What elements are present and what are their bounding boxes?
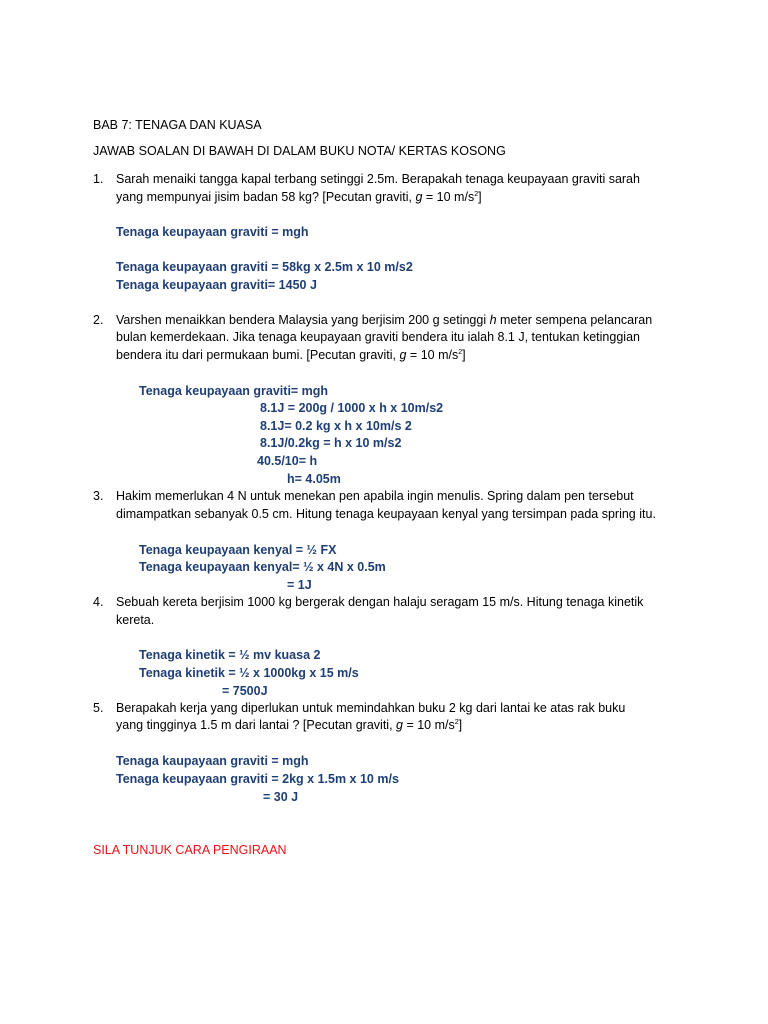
answer-1-substitution: Tenaga keupayaan graviti = 58kg x 2.5m x 10 m/s2 xyxy=(116,260,413,274)
question-5-line-2: yang tingginya 1.5 m dari lantai ? [Pecutan graviti, g = 10 $m/s^2$] xyxy=(116,718,463,732)
chapter-heading: BAB 7: TENAGA DAN KUASA xyxy=(93,118,262,132)
question-3-line-2: dimampatkan sebanyak 0.5 cm. Hitung tenaga keupayaan kenyal yang tersimpan pada spring itu. xyxy=(116,507,656,521)
answer-5-substitution: Tenaga keupayaan graviti = 2kg x 1.5m x 10 m/s xyxy=(116,772,399,786)
answer-5-formula: Tenaga kaupayaan graviti = mgh xyxy=(116,754,309,768)
question-3-line-1: Hakim memerlukan 4 N untuk menekan pen apabila ingin menulis. Spring dalam pen tersebut xyxy=(116,489,634,503)
question-number: 1. xyxy=(93,172,104,186)
answer-2-step-4: 40.5/10= h xyxy=(257,454,318,468)
answer-5-result: = 30 J xyxy=(263,790,299,804)
answer-2-result: h= 4.05m xyxy=(287,472,341,486)
show-working-note: SILA TUNJUK CARA PENGIRAAN xyxy=(93,843,287,857)
question-4-line-1: Sebuah kereta berjisim 1000 kg bergerak dengan halaju seragam 15 m/s. Hitung tenaga kinetik xyxy=(116,595,644,609)
question-number: 3. xyxy=(93,489,104,503)
question-2-line-1: Varshen menaikkan bendera Malaysia yang berjisim 200 g setinggi h meter sempena pelancaran xyxy=(116,313,653,327)
answer-3-substitution: Tenaga keupayaan kenyal= ½ x 4N x 0.5m xyxy=(139,560,386,574)
question-2-line-2: bulan kemerdekaan. Jika tenaga keupayaan graviti bendera itu ialah 8.1 J, tentukan ketinggian xyxy=(116,330,640,344)
question-1-line-1: Sarah menaiki tangga kapal terbang setinggi 2.5m. Berapakah tenaga keupayaan graviti sarah xyxy=(116,172,640,186)
question-5-line-1: Berapakah kerja yang diperlukan untuk memindahkan buku 2 kg dari lantai ke atas rak buku xyxy=(116,701,626,715)
question-number: 4. xyxy=(93,595,104,609)
answer-4-result: = 7500J xyxy=(222,684,268,698)
answer-2-step-3: 8.1J/0.2kg = h x 10 m/s2 xyxy=(260,436,402,450)
question-1-line-2: yang mempunyai jisim badan 58 kg? [Pecutan graviti, g = 10 $m/s^2$] xyxy=(116,190,482,204)
question-number: 2. xyxy=(93,313,104,327)
instruction-text: JAWAB SOALAN DI BAWAH DI DALAM BUKU NOTA/ KERTAS KOSONG xyxy=(93,144,506,158)
answer-3-result: = 1J xyxy=(287,578,312,592)
answer-4-formula: Tenaga kinetik = ½ mv kuasa 2 xyxy=(139,648,321,662)
answer-1-formula: Tenaga keupayaan graviti = mgh xyxy=(116,225,309,239)
answer-3-formula: Tenaga keupayaan kenyal = ½ FX xyxy=(139,543,337,557)
answer-4-substitution: Tenaga kinetik = ½ x 1000kg x 15 m/s xyxy=(139,666,359,680)
question-4-line-2: kereta. xyxy=(116,613,155,627)
question-number: 5. xyxy=(93,701,104,715)
answer-2-formula: Tenaga keupayaan graviti= mgh xyxy=(139,384,329,398)
answer-2-step-1: 8.1J = 200g / 1000 x h x 10m/s2 xyxy=(260,401,444,415)
answer-1-result: Tenaga keupayaan graviti= 1450 J xyxy=(116,278,317,292)
question-2-line-3: bendera itu dari permukaan bumi. [Pecutan graviti, g = 10 $m/s^2$] xyxy=(116,348,466,362)
answer-2-step-2: 8.1J= 0.2 kg x h x 10m/s 2 xyxy=(260,419,412,433)
